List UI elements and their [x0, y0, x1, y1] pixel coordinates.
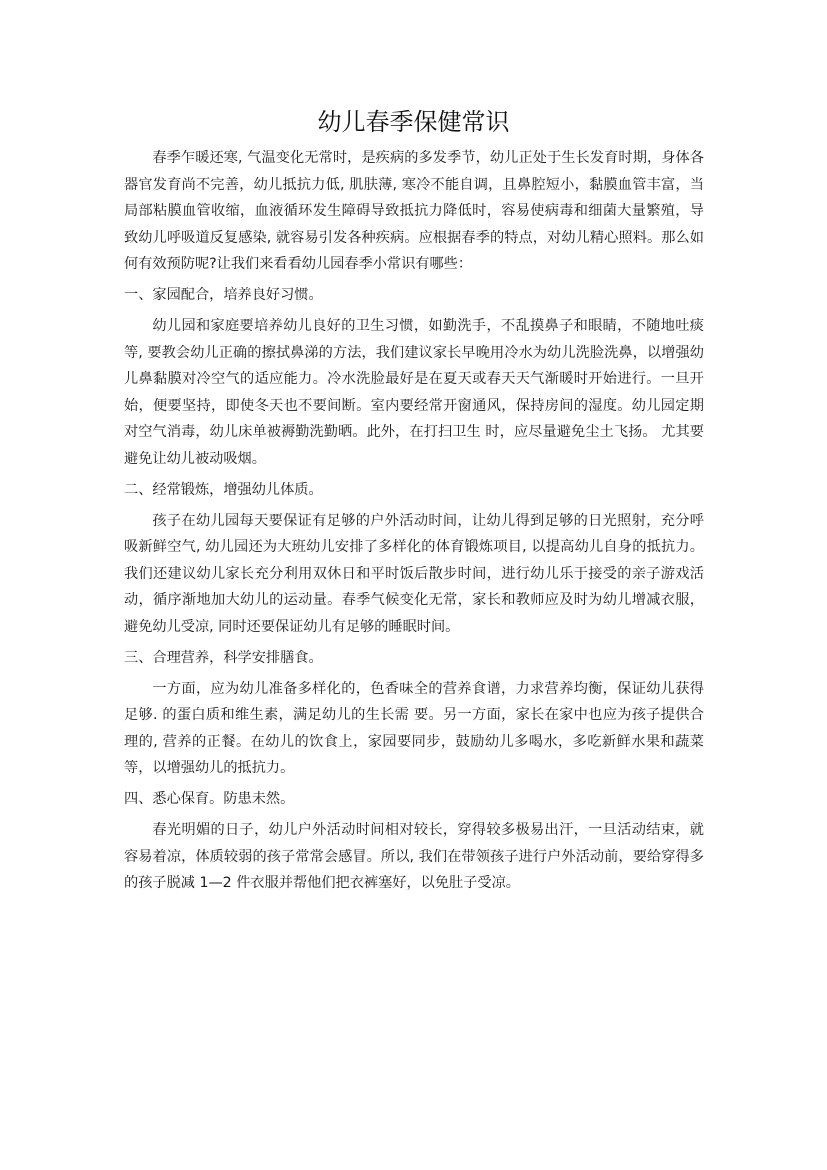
section-heading-1: 一、家园配合，培养良好习惯。: [124, 287, 323, 303]
section-paragraph-1: 幼儿园和家庭要培养幼儿良好的卫生习惯，如勤洗手，不乱摸鼻子和眼睛，不随地吐痰等, 要教会幼儿正确的擦拭鼻涕的方法，我们建议家长早晚用冷水为幼儿洗脸洗鼻，以增强幼儿鼻黏膜对冷空气的适应能力。冷水洗脸最好是在夏天或春天天气渐暖时开始进行。一旦开始，便要坚持，即使冬天也不要间断。室内要经常开窗通风，保持房间的湿度。幼儿园定期对空气消毒，幼儿床单被褥勤洗勤晒。此外，在打扫卫生 时，应尽量避免尘土飞扬。 尤其要避免让幼儿被动吸烟。: [124, 318, 704, 467]
section-heading-3: 三、合理营养，科学安排膳食。: [124, 649, 323, 666]
section-paragraph-3: 一方面，应为幼儿准备多样化的，色香味全的营养食谱，力求营养均衡，保证幼儿获得足够. 的蛋白质和维生素，满足幼儿的生长需 要。另一方面，家长在家中也应为孩子提供合理的, 营养的正餐。在幼儿的饮食上，家园要同步，鼓励幼儿多喝水，多吃新鲜水果和蔬菜等，以增强幼儿的抵抗力。: [124, 680, 704, 776]
section-paragraph-2: 孩子在幼儿园每天要保证有足够的户外活动时间，让幼儿得到足够的日光照射，充分呼吸新鲜空气, 幼儿园还为大班幼儿安排了多样化的体育锻炼项目, 以提高幼儿自身的抵抗力。我们还建议幼儿家长充分利用双休日和平时饭后散步时间，进行幼儿乐于接受的亲子游戏活动，循序渐地加大幼儿的运动量。春季气候变化无常，家长和教师应及时为幼儿增减衣服，避免幼儿受凉, 同时还要保证幼儿有足够的睡眠时间。: [124, 512, 704, 635]
intro-paragraph: 春季乍暖还寒, 气温变化无常时，是疾病的多发季节，幼儿正处于生长发育时期，身体各器官发育尚不完善，幼儿抵抗力低, 肌肤薄, 寒冷不能自调，且鼻腔短小，黏膜血管丰富，当局部粘膜血管收缩，血液循环发生障碍导致抵抗力降低时，容易使病毒和细菌大量繁殖，导致幼儿呼吸道反复感染, 就容易引发各种疾病。应根据春季的特点，对幼儿精心照料。那么如何有效预防呢?让我们来看看幼儿园春季小常识有哪些：: [124, 150, 704, 272]
section-heading-2: 二、经常锻炼，增强幼儿体质。: [124, 481, 323, 498]
document-title: 幼儿春季保健常识: [317, 108, 510, 136]
document-body: [124, 145, 704, 901]
section-paragraph-4: 春光明媚的日子，幼儿户外活动时间相对较长，穿得较多极易出汗，一旦活动结束，就容易着凉，体质较弱的孩子常常会感冒。所以, 我们在带领孩子进行户外活动前，要给穿得多的孩子脱减 1—2 件衣服并帮他们把衣裤塞好，以免肚子受凉。: [124, 822, 704, 891]
section-heading-4: 四、悉心保育。防患未然。: [124, 791, 295, 807]
